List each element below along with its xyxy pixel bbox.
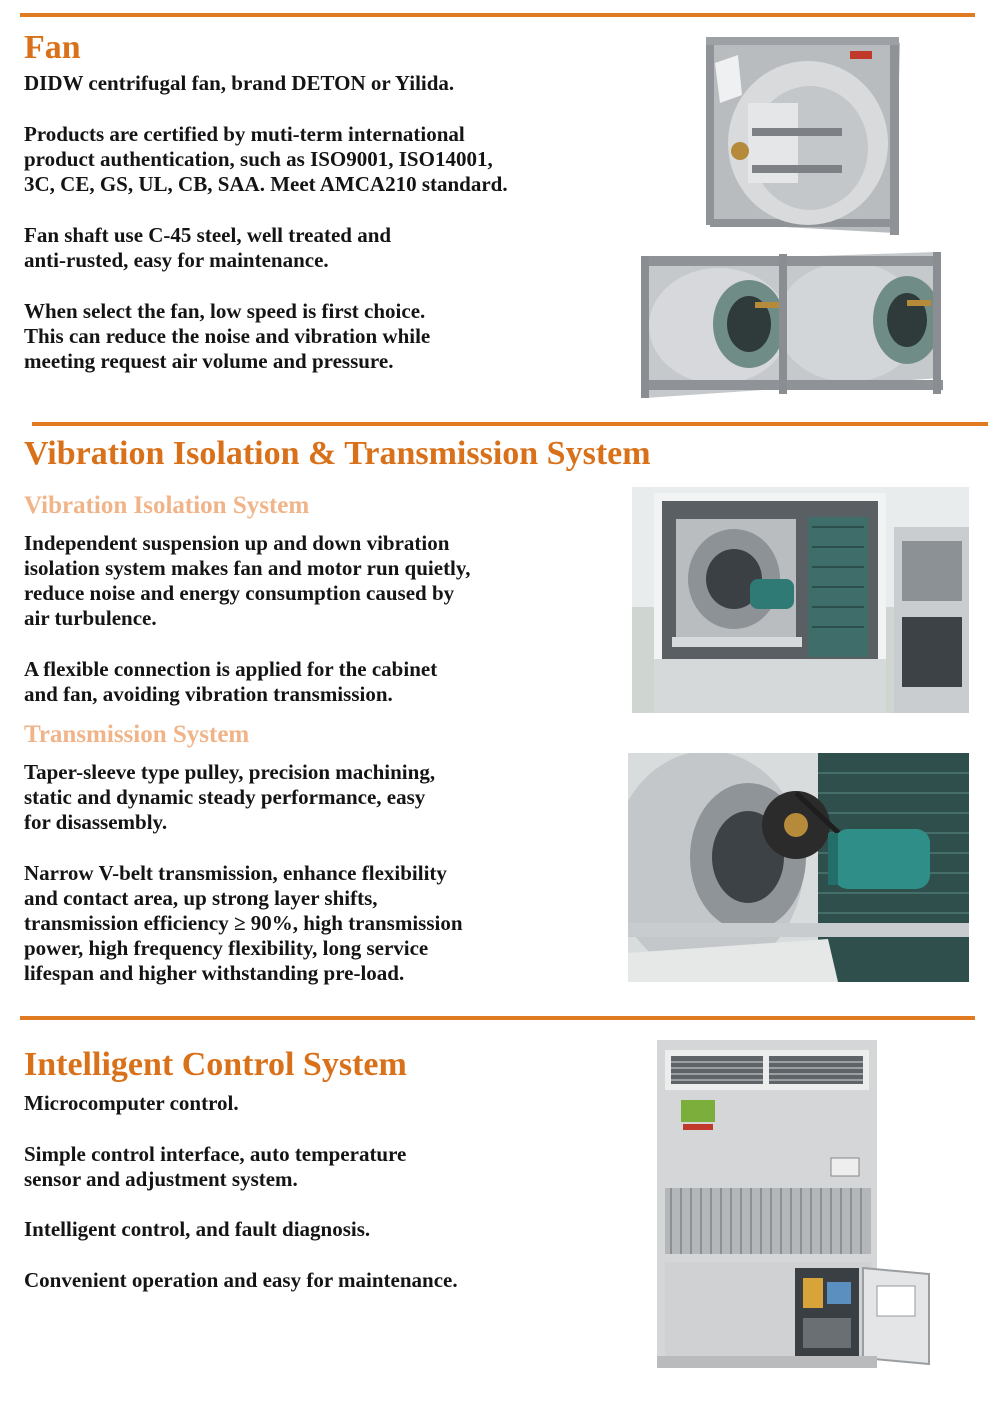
cabinet-unit-photo [655, 1038, 937, 1370]
section-divider-top [20, 13, 975, 17]
section-divider-control [20, 1016, 975, 1020]
belt-drive-motor-photo [628, 753, 969, 982]
isolation-paragraph-2: A flexible connection is applied for the cabinet and fan, avoiding vibration transmission. [24, 657, 438, 706]
fan-title: Fan [24, 29, 81, 66]
fan-paragraph-3: Fan shaft use C-45 steel, well treated and anti-rusted, easy for maintenance. [24, 223, 392, 272]
control-title: Intelligent Control System [24, 1046, 407, 1083]
isolation-paragraph-1: Independent suspension up and down vibration isolation system makes fan and motor run quietly, reduce noise and energy consumption caused by air turbulence. [24, 531, 471, 630]
fan-paragraph-4: When select the fan, low speed is first choice. This can reduce the noise and vibration while meeting request air volume and pressure. [24, 299, 431, 373]
control-paragraph-2: Simple control interface, auto temperature sensor and adjustment system. [24, 1142, 407, 1191]
vibration-title: Vibration Isolation & Transmission System [24, 435, 651, 472]
control-paragraph-1: Microcomputer control. [24, 1091, 239, 1115]
centrifugal-fan-single-photo [700, 33, 910, 239]
transmission-paragraph-1: Taper-sleeve type pulley, precision machining, static and dynamic steady performance, easy for disassembly. [24, 760, 436, 834]
section-divider-vibration [32, 422, 988, 426]
control-paragraph-4: Convenient operation and easy for maintenance. [24, 1268, 458, 1292]
isolation-subtitle: Vibration Isolation System [24, 492, 310, 519]
control-paragraph-3: Intelligent control, and fault diagnosis. [24, 1217, 371, 1241]
transmission-paragraph-2: Narrow V-belt transmission, enhance flexibility and contact area, up strong layer shifts, transmission efficiency ≥ 90%, high transmission power, high frequency flexibility, long service lifespan and higher withstanding pre-load. [24, 861, 463, 985]
centrifugal-fan-twin-photo [637, 248, 945, 408]
unit-interior-photo [632, 487, 969, 713]
fan-paragraph-2: Products are certified by muti-term international product authentication, such as ISO9001, ISO14001, 3C, CE, GS, UL, CB, SAA. Meet AMCA210 standard. [24, 122, 508, 196]
transmission-subtitle: Transmission System [24, 721, 250, 748]
fan-paragraph-1: DIDW centrifugal fan, brand DETON or Yilida. [24, 71, 455, 95]
